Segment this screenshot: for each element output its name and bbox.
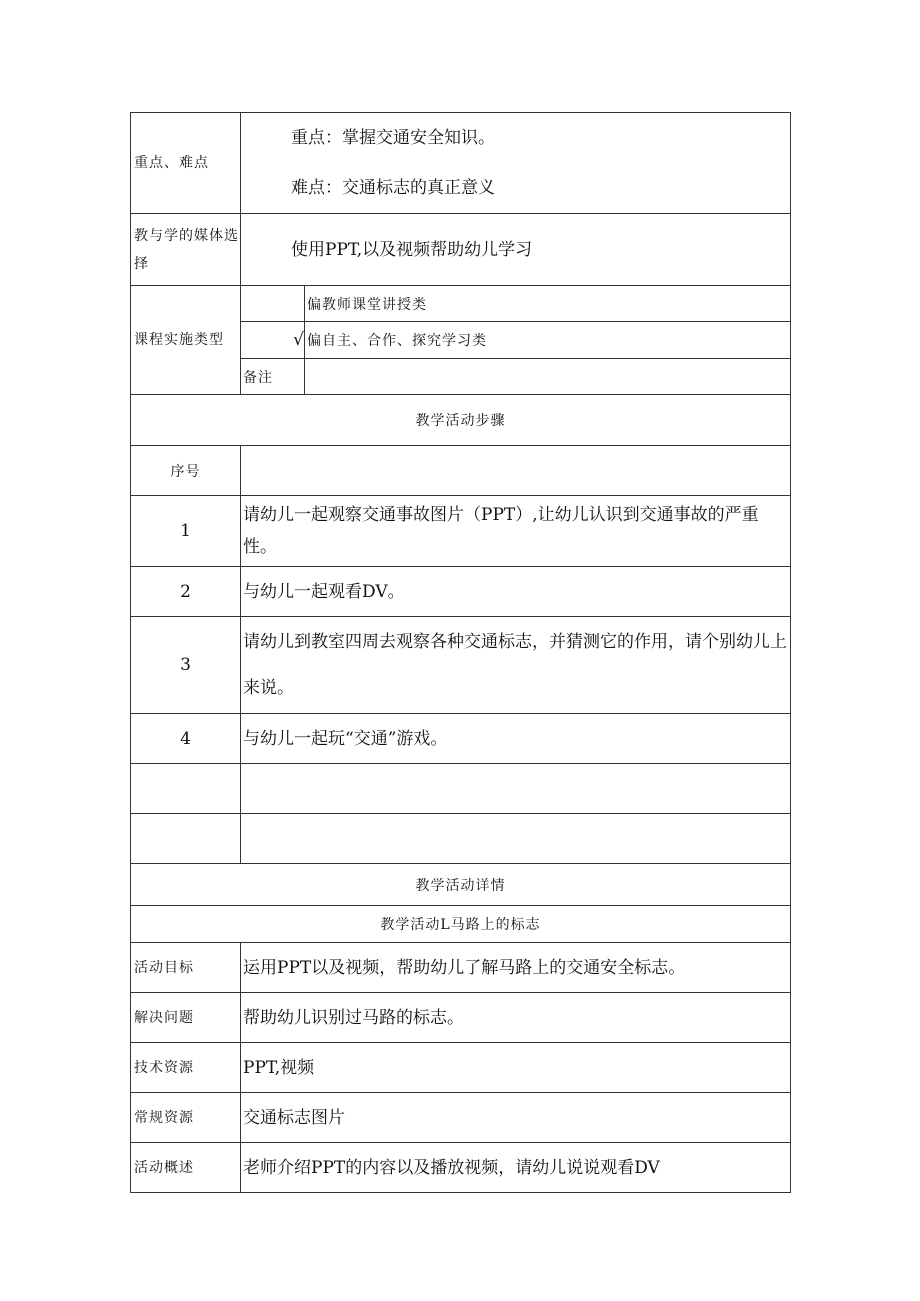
index-value	[241, 446, 791, 496]
detail-value: 运用PPT以及视频，帮助幼儿了解马路上的交通安全标志。	[241, 943, 791, 993]
detail-row	[131, 1143, 791, 1193]
step-text: 与幼儿一起玩“交通”游戏。	[241, 714, 791, 764]
step-text: 与幼儿一起观看DV。	[241, 567, 791, 617]
step-number: 4	[131, 714, 241, 764]
steps-header: 教学活动步骤	[131, 395, 791, 446]
empty-cell	[241, 814, 791, 864]
option2-checkbox[interactable]: √	[241, 322, 305, 359]
focus-row	[131, 113, 791, 214]
detail-row	[131, 1043, 791, 1093]
empty-step-row	[131, 814, 791, 864]
activity-title: 教学活动L马路上的标志	[131, 906, 791, 943]
detail-value: 交通标志图片	[241, 1093, 791, 1143]
step-row	[131, 567, 791, 617]
focus-content	[241, 113, 791, 214]
detail-label: 技术资源	[131, 1043, 241, 1093]
steps-header-row	[131, 395, 791, 446]
option1-checkbox[interactable]	[241, 286, 305, 322]
detail-row	[131, 943, 791, 993]
detail-label: 常规资源	[131, 1093, 241, 1143]
lesson-plan-table	[130, 112, 791, 1193]
empty-cell	[131, 764, 241, 814]
detail-value: PPT,视频	[241, 1043, 791, 1093]
media-row	[131, 214, 791, 286]
steps-index-row	[131, 446, 791, 496]
detail-label: 解决问题	[131, 993, 241, 1043]
empty-step-row	[131, 764, 791, 814]
details-header-row	[131, 864, 791, 906]
detail-label: 活动概述	[131, 1143, 241, 1193]
empty-cell	[241, 764, 791, 814]
key-point: 重点：掌握交通安全知识。	[291, 128, 495, 148]
step-row	[131, 617, 791, 714]
empty-cell	[131, 814, 241, 864]
remark-value	[305, 359, 791, 395]
media-value: 使用PPT,以及视频帮助幼儿学习	[241, 214, 791, 286]
step-number: 3	[131, 617, 241, 714]
details-header: 教学活动详情	[131, 864, 791, 906]
detail-label: 活动目标	[131, 943, 241, 993]
step-number: 2	[131, 567, 241, 617]
media-label: 教与学的媒体选择	[131, 214, 241, 286]
step-number: 1	[131, 496, 241, 567]
index-label: 序号	[131, 446, 241, 496]
detail-row	[131, 993, 791, 1043]
detail-row	[131, 1093, 791, 1143]
step-row	[131, 496, 791, 567]
activity-title-row	[131, 906, 791, 943]
step-text: 请幼儿一起观察交通事故图片（PPT）,让幼儿认识到交通事故的严重性。	[241, 496, 791, 567]
step-text: 请幼儿到教室四周去观察各种交通标志，并猜测它的作用，请个别幼儿上来说。	[241, 617, 791, 714]
difficulty: 难点：交通标志的真正意义	[291, 178, 495, 198]
focus-label: 重点、难点	[131, 113, 241, 214]
remark-label: 备注	[241, 359, 305, 395]
detail-value: 帮助幼儿识别过马路的标志。	[241, 993, 791, 1043]
option2-label: 偏自主、合作、探究学习类	[305, 322, 791, 359]
detail-value: 老师介绍PPT的内容以及播放视频，请幼儿说说观看DV	[241, 1143, 791, 1193]
step-row	[131, 714, 791, 764]
option1-label: 偏教师课堂讲授类	[305, 286, 791, 322]
course-type-label: 课程实施类型	[131, 286, 241, 395]
course-type-row-1	[131, 286, 791, 322]
